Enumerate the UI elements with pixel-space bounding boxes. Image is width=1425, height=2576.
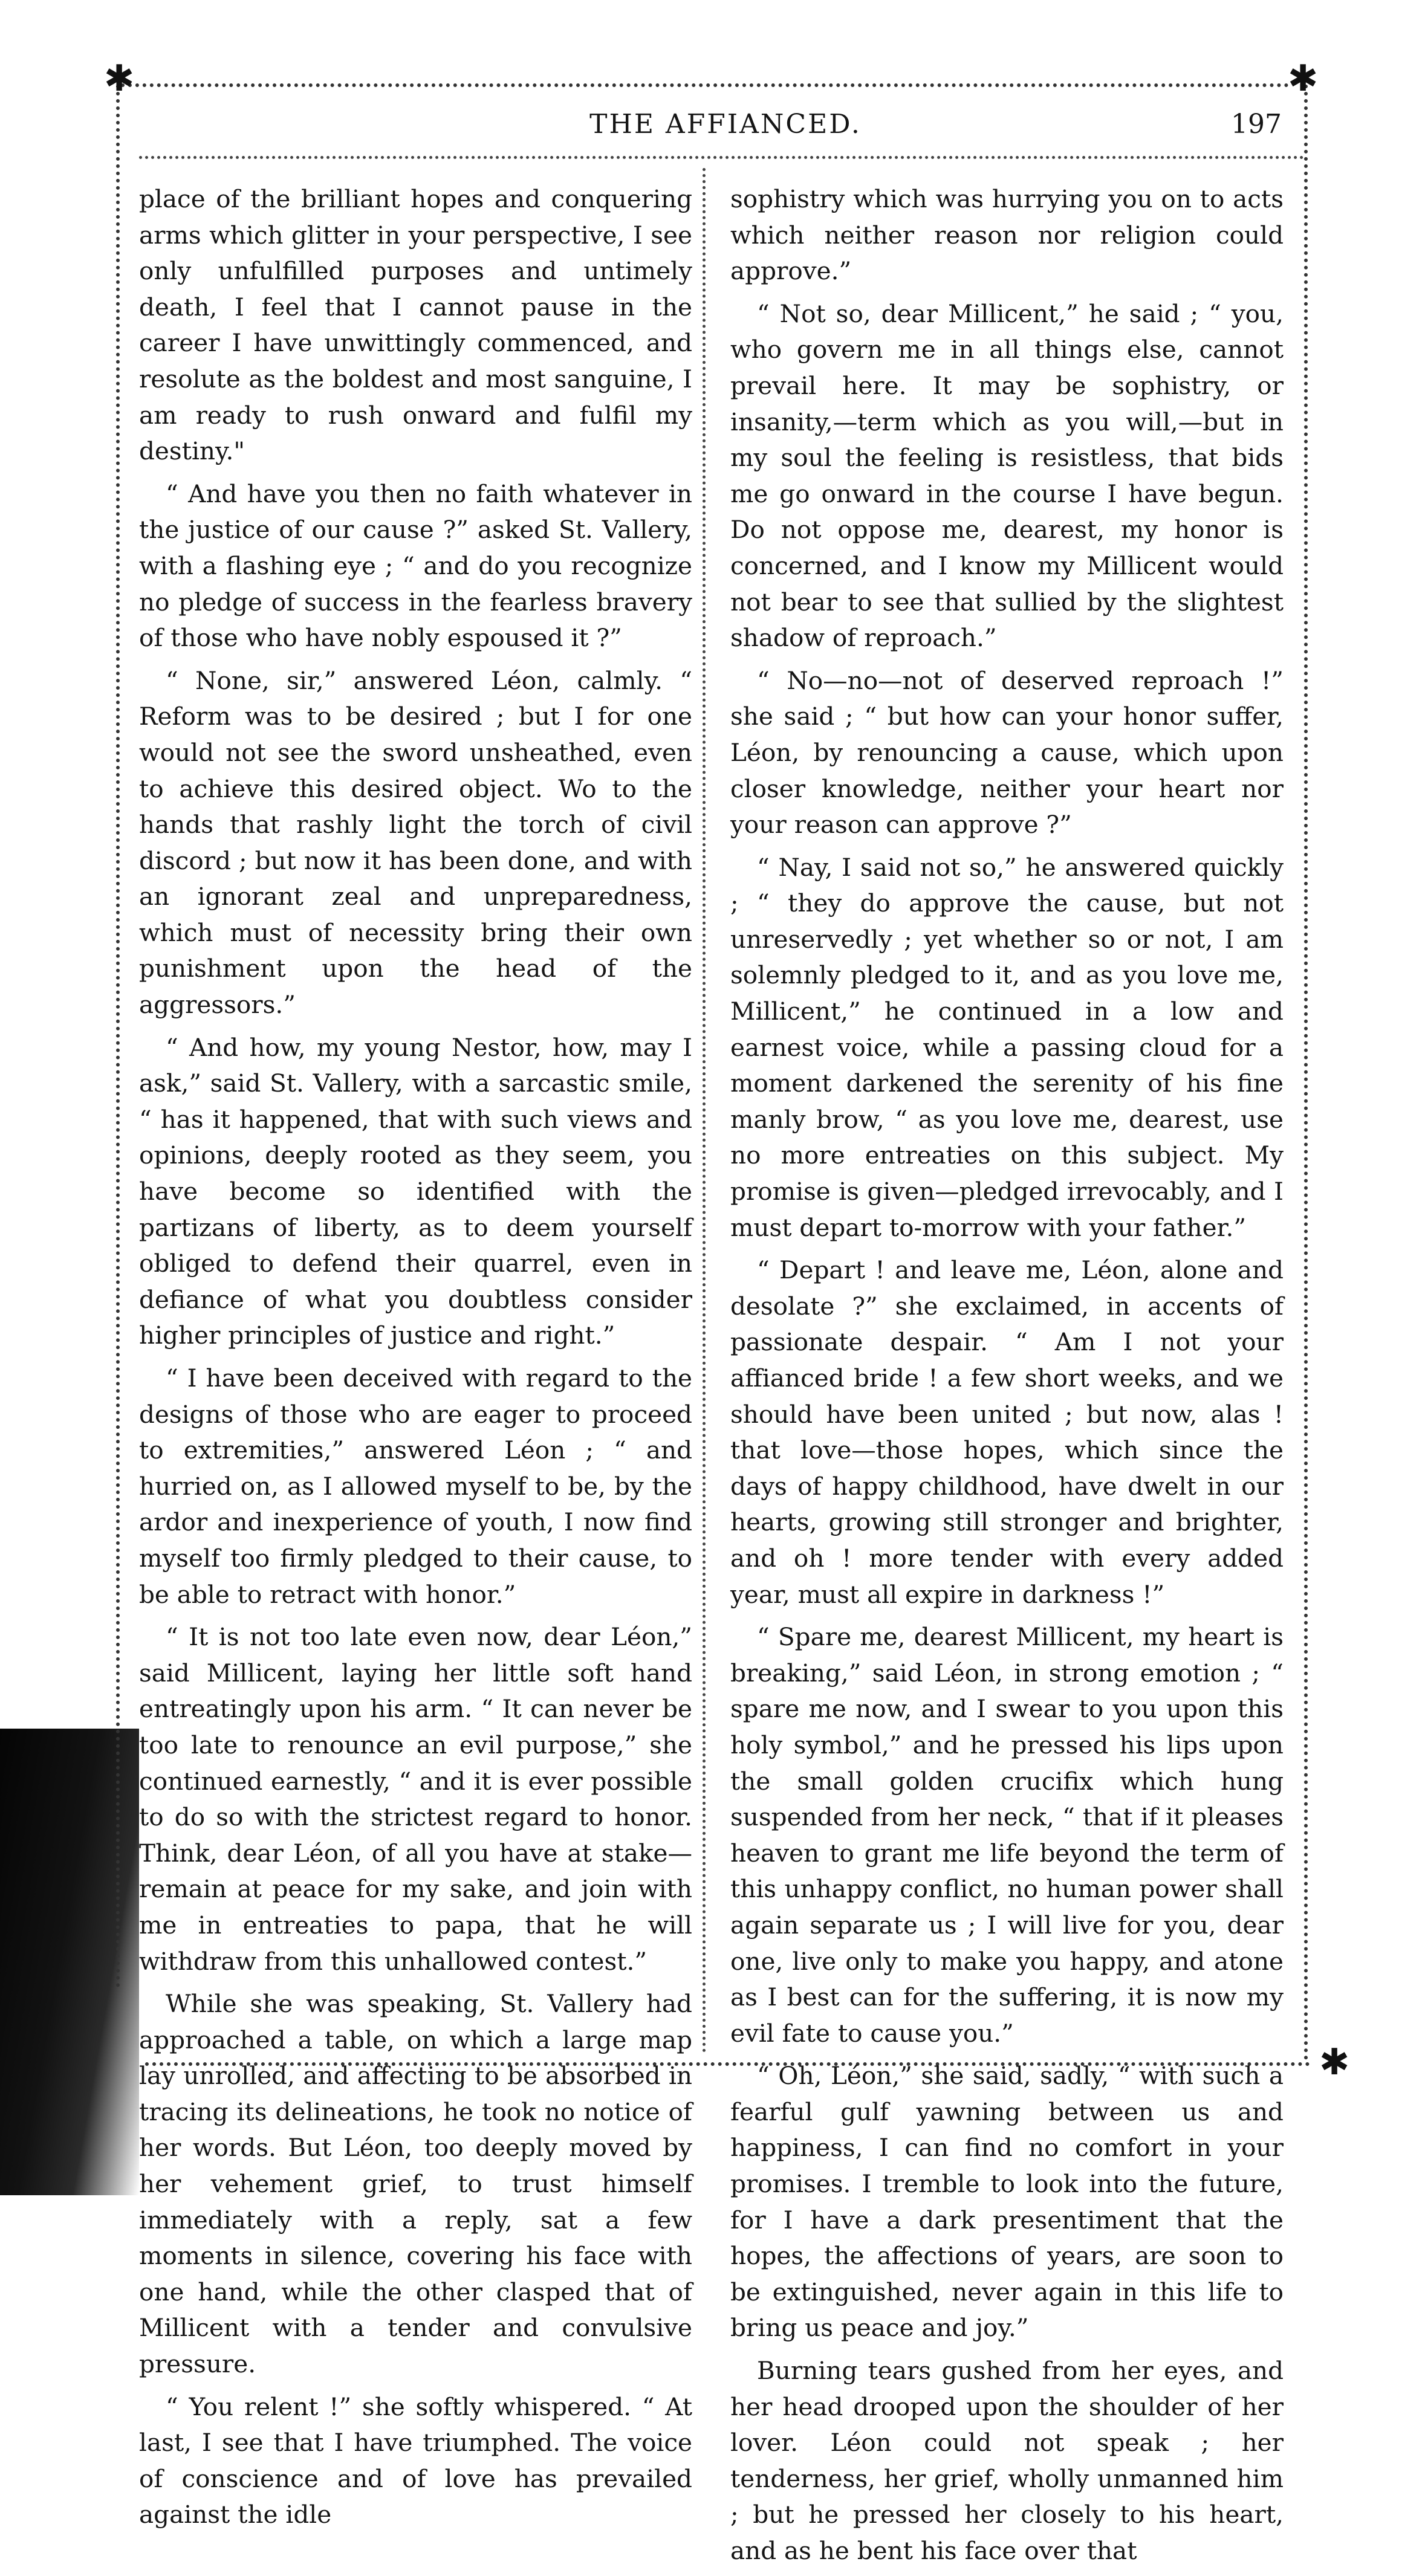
corner-ornament-icon: ✱ <box>104 57 135 100</box>
paragraph: “ I have been deceived with regard to the designs of those who are eager to proceed to extremities,” answered Léon ; “ and hurried on, as I allowed myself to be, by the ardor and inexperience of youth, I now find myself too firmly pledged to their cause, to be able to retract with honor.” <box>139 1364 692 1609</box>
paragraph: place of the brilliant hopes and conquering arms which glitter in your perspective, I see only unfulfilled purposes and untimely death, I feel that I cannot pause in the career I have unwittingly commenced, and resolute as the boldest and most sanguine, I am ready to rush onward and fulfil my destiny." <box>139 184 692 466</box>
left-text-column <box>139 181 692 2540</box>
paragraph: “ Depart ! and leave me, Léon, alone and desolate ?” she exclaimed, in accents of passionate despair. “ Am I not your affianced bride ! a few short weeks, and we should have been united ; but now, alas ! that love—those hopes, which since the days of happy childhood, have dwelt in our hearts, growing still stronger and brighter, and oh ! more tender with every added year, must all expire in darkness !” <box>730 1255 1284 1609</box>
column-divider-rule <box>703 168 706 2054</box>
paragraph: “ And how, my young Nestor, how, may I ask,” said St. Vallery, with a sarcastic smile, “ has it happened, that with such views and opinions, deeply rooted as they seem, you have become so identified with the partizans of liberty, as to deem yourself obliged to defend their quarrel, even in defiance of what you doubtless consider higher principles of justice and right.” <box>139 1032 692 1350</box>
paragraph: “ You relent !” she softly whispered. “ At last, I see that I have triumphed. The voice of conscience and of love has prevailed against the idle <box>139 2392 692 2529</box>
running-title: THE AFFIANCED. <box>589 109 862 140</box>
corner-ornament-icon: ✱ <box>1288 57 1319 100</box>
paragraph: “ It is not too late even now, dear Léon,” said Millicent, laying her little soft hand entreatingly upon his arm. “ It can never be too late to renounce an evil purpose,” she continued earnestly, “ and it is ever possible to do so with the strictest regard to honor. Think, dear Léon, of all you have at stake—remain at peace for my sake, and join with me in entreaties to papa, that he will withdraw from this unhallowed contest.” <box>139 1622 692 1976</box>
right-text-column <box>730 181 1284 2576</box>
left-dotted-rule <box>116 85 120 1989</box>
paragraph: “ Nay, I said not so,” he answered quickly ; “ they do approve the cause, but not unreservedly ; yet whether so or not, I am solemnly pledged to it, and as you love me, Millicent,” he continued in a low and earnest voice, while a passing cloud for a moment darkened the serenity of his fine manly brow, “ as you love me, dearest, use no more entreaties on this subject. My promise is given—pledged irrevocably, and I must depart to-morrow with your father.” <box>730 852 1284 1242</box>
right-dotted-rule <box>1304 85 1308 2061</box>
paragraph: “ And have you then no faith whatever in the justice of our cause ?” asked St. Vallery, with a flashing eye ; “ and do you recognize no pledge of success in the fearless bravery of those who have nobly espoused it ?” <box>139 479 692 653</box>
paragraph: “ Not so, dear Millicent,” he said ; “ you, who govern me in all things else, cannot prevail here. It may be sophistry, or insanity,—term which as you will,—but in my soul the feeling is resistless, that bids me go onward in the course I have begun. Do not oppose me, dearest, my honor is concerned, and I know my Millicent would not bear to see that sullied by the slightest shadow of reproach.” <box>730 299 1284 653</box>
paragraph: While she was speaking, St. Vallery had approached a table, on which a large map lay unrolled, and affecting to be absorbed in tracing its delineations, he took no notice of her words. But Léon, too deeply moved by her vehement grief, to trust himself immediately with a reply, sat a few moments in silence, covering his face with one hand, while the other clasped that of Millicent with a tender and convulsive pressure. <box>139 1989 692 2379</box>
page-number: 197 <box>1231 109 1282 140</box>
paragraph: “ None, sir,” answered Léon, calmly. “ Reform was to be desired ; but I for one would not see the sword unsheathed, even to achieve this desired object. Wo to the hands that rashly light the torch of civil discord ; but now it has been done, and with an ignorant zeal and unpreparedness, which must of necessity bring their own punishment upon the head of the aggressors.” <box>139 665 692 1020</box>
paragraph: sophistry which was hurrying you on to acts which neither reason nor religion could approve.” <box>730 184 1284 286</box>
paragraph: Burning tears gushed from her eyes, and her head drooped upon the shoulder of her lover. Léon could not speak ; her tenderness, her grief, wholly unmanned him ; but he pressed her closely to his heart, and as he bent his face over that <box>730 2356 1284 2565</box>
paragraph: “ No—no—not of deserved reproach !” she said ; “ but how can your honor suffer, Léon, by renouncing a cause, which upon closer knowledge, neither your heart nor your reason can approve ?” <box>730 665 1284 840</box>
top-dotted-rule <box>121 83 1289 87</box>
corner-ornament-icon: ✱ <box>1319 2041 1350 2083</box>
header-dotted-rule <box>139 156 1304 159</box>
paragraph: “ Spare me, dearest Millicent, my heart is breaking,” said Léon, in strong emotion ; “ spare me now, and I swear to you upon this holy symbol,” and he pressed his lips upon the small golden crucifix which hung suspended from her neck, “ that if it pleases heaven to grant me life beyond the term of this unhappy conflict, no human power shall again separate us ; I will live for you, dear one, live only to make you happy, and atone as I best can for the suffering, it is now my evil fate to cause you.” <box>730 1622 1284 2048</box>
paragraph: “ Oh, Léon,” she said, sadly, “ with such a fearful gulf yawning between us and happiness, I can find no comfort in your promises. I tremble to look into the future, for I have a dark presentiment that the hopes, the affections of years, are soon to be extinguished, never again in this life to bring us peace and joy.” <box>730 2061 1284 2343</box>
